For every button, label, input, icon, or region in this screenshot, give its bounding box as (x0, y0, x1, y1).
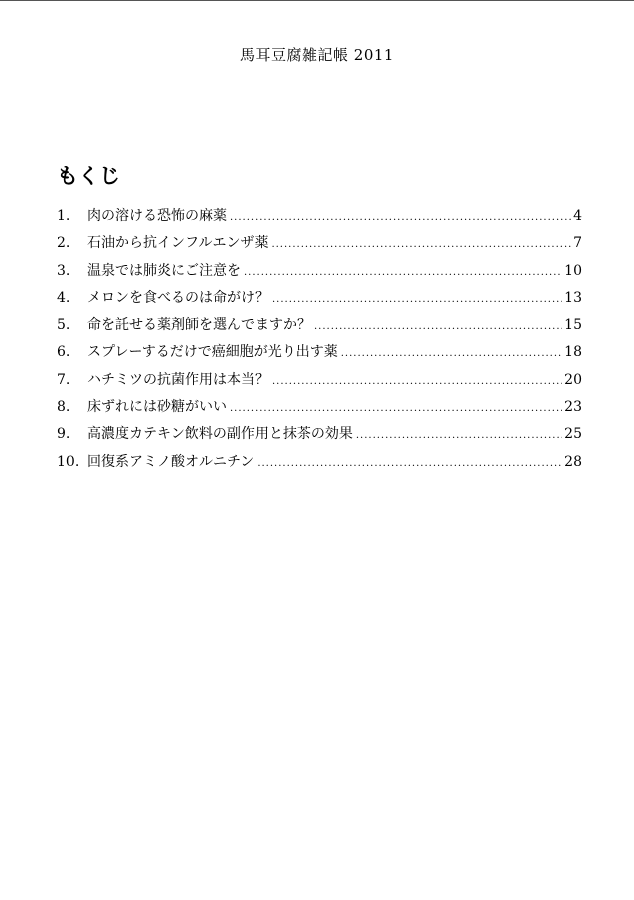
toc-entry-title: 床ずれには砂糖がいい (87, 399, 227, 416)
toc-entry[interactable] (57, 314, 582, 341)
toc-entry-number: 4. (57, 289, 71, 306)
toc-dot-leader (314, 321, 562, 332)
toc-entry[interactable] (57, 287, 582, 314)
toc-dot-leader (230, 212, 571, 223)
toc-dot-leader (244, 267, 562, 278)
toc-dot-leader (356, 430, 562, 441)
toc-entry[interactable] (57, 341, 582, 368)
toc-dot-leader (272, 294, 562, 305)
toc-entry-number: 3. (57, 262, 71, 279)
toc-entry[interactable] (57, 396, 582, 423)
toc-entry-page: 7 (573, 235, 582, 252)
toc-entry-page: 4 (573, 208, 582, 224)
toc-entry-title: ハチミツの抗菌作用は本当？ (87, 371, 269, 388)
toc-entry-page: 13 (564, 289, 582, 306)
toc-entry[interactable] (57, 205, 582, 232)
toc-entry-title: 肉の溶ける恐怖の麻薬 (87, 208, 227, 224)
toc-entry-page: 10 (564, 262, 582, 279)
toc-entry-title: 回復系アミノ酸オルニチン (87, 453, 255, 470)
toc-entry-number: 5. (57, 317, 71, 334)
toc-entry-title: 高濃度カテキン飲料の副作用と抹茶の効果 (87, 426, 353, 443)
toc-entry[interactable] (57, 451, 582, 478)
toc-entry-page: 20 (564, 371, 582, 388)
toc-entry-number: 7. (57, 371, 71, 388)
toc-entry-number: 1. (57, 208, 71, 224)
toc-dot-leader (230, 403, 562, 414)
toc-entry-number: 9. (57, 426, 71, 443)
toc-dot-leader (341, 348, 562, 359)
toc-entry-number: 10. (57, 453, 80, 470)
toc-entry-title: 石油から抗インフルエンザ薬 (87, 235, 269, 252)
toc-entry-title: スプレーするだけで癌細胞が光り出す薬 (87, 344, 338, 361)
toc-entry-page: 28 (564, 453, 582, 470)
toc-dot-leader (271, 239, 571, 250)
toc-entry-title: 温泉では肺炎にご注意を (87, 262, 241, 279)
toc-entry-title: 命を託せる薬剤師を選んでますか？ (87, 317, 311, 334)
toc-entry-page: 15 (564, 317, 582, 334)
toc-heading: もくじ (57, 164, 120, 188)
toc-dot-leader (257, 458, 562, 469)
toc-entry-title: メロンを食べるのは命がけ？ (87, 289, 269, 306)
toc-entry[interactable] (57, 423, 582, 450)
toc-entry[interactable] (57, 260, 582, 287)
document-header-title: 馬耳豆腐雑記帳 2011 (240, 46, 394, 64)
toc-entry-number: 8. (57, 399, 71, 416)
toc-entry-page: 18 (564, 344, 582, 361)
toc-dot-leader (272, 376, 562, 387)
toc-entry[interactable] (57, 369, 582, 396)
page-top-border (0, 0, 634, 1)
table-of-contents (57, 205, 582, 478)
toc-entry[interactable] (57, 232, 582, 259)
toc-entry-page: 25 (564, 426, 582, 443)
toc-entry-page: 23 (564, 399, 582, 416)
toc-entry-number: 6. (57, 344, 71, 361)
toc-entry-number: 2. (57, 235, 71, 252)
